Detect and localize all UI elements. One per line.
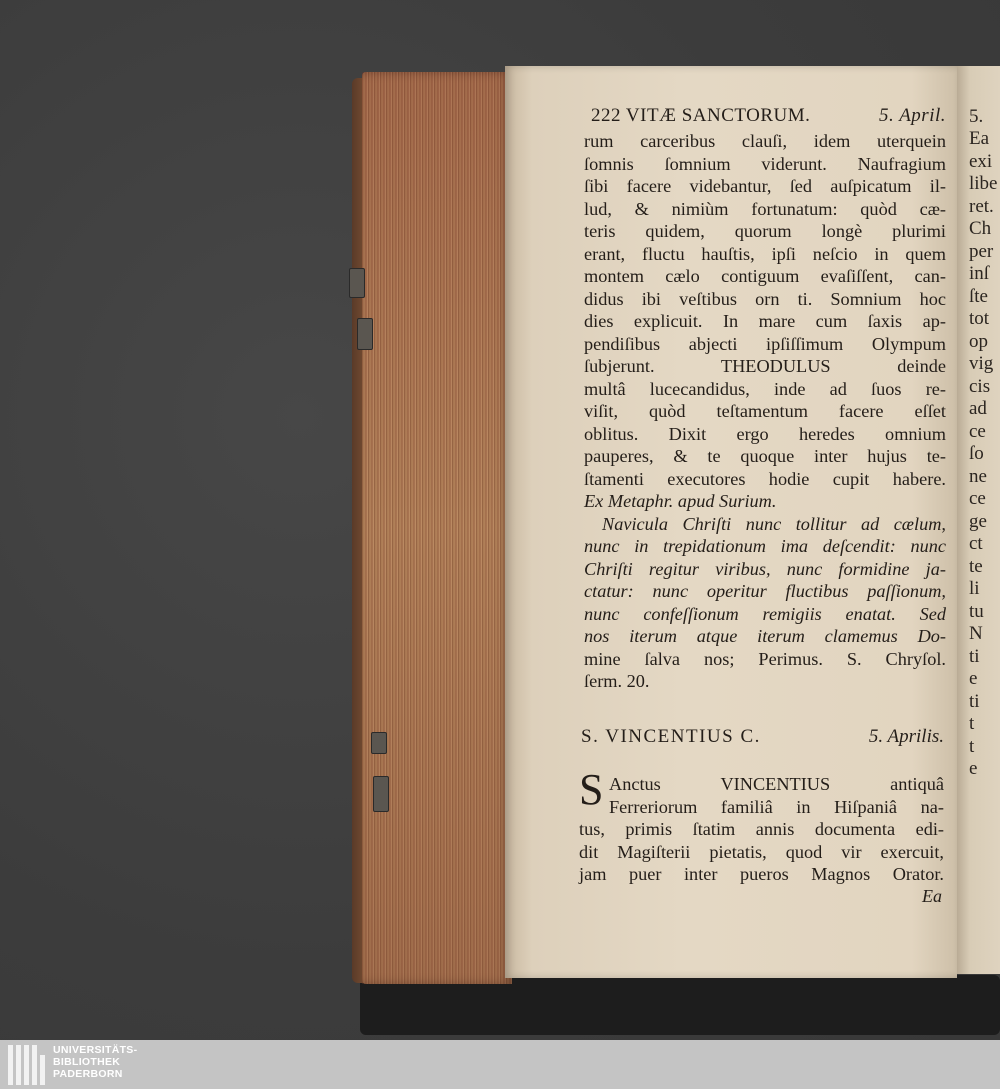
facing-page-fragment: ct: [969, 533, 983, 554]
facing-page-fragment: li: [969, 578, 980, 599]
quote-line: nunc in trepidationum ima deſcendit: nunc: [584, 536, 946, 556]
running-title: VITÆ SANCTORUM.: [625, 105, 811, 126]
facing-page-fragment: ce: [969, 420, 986, 442]
clasp-top-2: [357, 318, 373, 350]
body-text: [584, 130, 946, 693]
page-edges: [362, 72, 512, 984]
text-line: oblitus. Dixit ergo heredes omnium: [584, 423, 946, 444]
section-date: 5. Aprilis.: [868, 726, 944, 747]
text-line: dies explicuit. In mare cum ſaxis ap-: [584, 311, 946, 331]
footer-bar: [0, 1040, 1000, 1089]
facing-page-fragment: ad: [969, 398, 987, 419]
text-line: lud, & nimiùm fortunatum: quòd cæ-: [584, 198, 946, 219]
facing-page-fragment: inſ: [969, 263, 990, 284]
facing-page-fragment: ti: [969, 645, 980, 667]
library-name-line: UNIVERSITÄTS-: [53, 1044, 138, 1056]
text-line: teris quidem, quorum longè plurimi: [584, 221, 946, 241]
text-line: tus, primis ſtatim annis documenta edi-: [579, 819, 944, 839]
facing-page-fragment: ge: [969, 510, 987, 532]
quote-line: ctatur: nunc operitur fluctibus paſſionum,: [584, 581, 946, 601]
facing-page-fragment: 5.: [969, 106, 984, 127]
text-line: Ferreriorum familiâ in Hiſpaniâ na-: [609, 796, 944, 817]
drop-cap: S: [579, 765, 604, 814]
library-name-line: PADERBORN: [53, 1068, 123, 1080]
section-title: S. VINCENTIUS C.: [581, 726, 761, 747]
facing-page-fragment: per: [969, 240, 994, 262]
quote-line: Navicula Chriſti nunc tollitur ad cælum,: [602, 513, 946, 534]
text-line: pendiſibus abjecti ipſiſſimum Olympum: [584, 333, 946, 354]
facing-page-fragment: ti: [969, 690, 980, 712]
facing-page-fragment: t: [969, 735, 975, 757]
text-line: ſtamenti executores hodie cupit habere.: [584, 468, 946, 489]
facing-page-fragment: ret.: [969, 195, 994, 217]
paragraph-vincentius: [579, 773, 944, 886]
facing-page-fragment: cis: [969, 375, 991, 397]
facing-page-fragment: tu: [969, 600, 984, 622]
quote-end-line: mine ſalva nos; Perimus. S. Chryſol.: [584, 648, 946, 669]
facing-page-fragment: N: [969, 623, 983, 644]
facing-page-fragment: exi: [969, 150, 993, 172]
facing-page-fragment: Ch: [969, 218, 992, 239]
facing-page-fragment: libe: [969, 173, 998, 194]
text-line: ſibi facere videbantur, ſed auſpicatum il-: [584, 176, 946, 196]
text-line: ſomnis ſomnium viderunt. Naufragium: [584, 153, 946, 174]
facing-page: [957, 66, 1000, 974]
facing-page-fragment: Ea: [969, 128, 990, 149]
clasp-bottom: [371, 732, 387, 754]
running-head: [591, 104, 946, 128]
facing-page-fragment: op: [969, 330, 988, 352]
text-line: montem cælo contiguum evaſiſſent, can-: [584, 266, 946, 286]
text-line: ſubjerunt. THEODULUS deinde: [584, 356, 946, 376]
facing-page-fragment: tot: [969, 308, 990, 329]
facing-page-fragment: ſte: [969, 285, 988, 307]
quote-line: Chriſti regitur viribus, nunc formidine ja-: [584, 558, 946, 579]
facing-page-fragment: te: [969, 555, 983, 577]
facing-page-fragment: ſo: [969, 443, 984, 464]
page-number: 222: [591, 105, 621, 126]
text-line: pauperes, & te quoque inter hujus te-: [584, 446, 946, 466]
running-date: 5. April.: [879, 105, 946, 126]
catchword: Ea: [922, 886, 942, 906]
clasp-top: [349, 268, 365, 298]
text-line: erant, fluctu hauſtis, ipſi neſcio in quem: [584, 243, 946, 264]
library-name: [53, 1044, 137, 1080]
text-line: multâ lucecandidus, inde ad ſuos re-: [584, 378, 946, 399]
facing-page-fragment: e: [969, 668, 978, 689]
facing-page-fragment: vig: [969, 353, 994, 374]
text-line: didus ibi veſtibus orn ti. Somnium hoc: [584, 288, 946, 309]
text-line: jam puer inter pueros Magnos Orator.: [579, 864, 944, 884]
quote-line: nunc confeſſionum remigiis enatat. Sed: [584, 603, 946, 624]
library-logo-icon: [8, 1045, 48, 1085]
facing-page-fragment: e: [969, 758, 978, 779]
text-line: dit Magiſterii pietatis, quod vir exercuit,: [579, 841, 944, 862]
library-name-line: BIBLIOTHEK: [53, 1056, 121, 1068]
text-line: Anctus VINCENTIUS antiquâ: [609, 774, 944, 794]
facing-page-fragment: t: [969, 713, 975, 734]
facing-page-fragment: ne: [969, 465, 987, 487]
text-line: viſit, quòd teſtamentum facere eſſet: [584, 401, 946, 421]
quote-line: nos iterum atque iterum clamemus Do-: [584, 626, 946, 646]
facing-page-fragment: ce: [969, 488, 986, 509]
source-citation: Ex Metaphr. apud Surium.: [584, 491, 777, 511]
clasp-bottom-2: [373, 776, 389, 812]
text-line: rum carceribus clauſi, idem uterquein: [584, 131, 946, 151]
section-heading: [581, 726, 944, 748]
book-shadow: [360, 975, 1000, 1035]
quote-end-line: ſerm. 20.: [584, 671, 650, 691]
